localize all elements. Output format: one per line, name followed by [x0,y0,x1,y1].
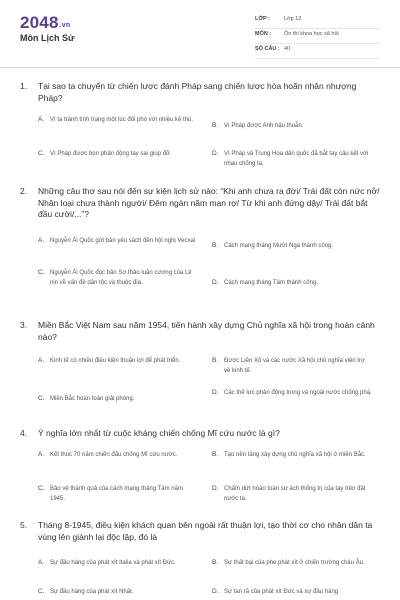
option-text: Miền Bắc hoàn toàn giải phóng. [50,396,135,402]
option-letter: A. [38,237,45,244]
option-letter: D. [212,389,219,396]
option-text: Sự đầu hàng của phát xít Nhật. [50,589,134,595]
option-letter: A. [38,451,45,458]
option-letter: B. [212,357,219,364]
meta-value: Ôn thi khoa học xã hội [284,31,339,37]
option-text: Vì Pháp được Anh hậu thuẫn. [224,123,304,129]
option-text: Sự thất bại của phe phát xít ở chiến trường châu Âu. [224,560,365,566]
option-text: Nguyễn Ái Quốc gửi bản yêu sách đến hội nghị Vecxai [50,238,196,244]
option-letter: C. [38,588,45,595]
meta-row-subject [255,29,380,44]
question-5 [20,520,382,600]
option-text: Bảo vệ thành quả của cách mạng tháng Tám năm 1945. [50,486,183,502]
exam-header [0,0,400,68]
meta-label: MÔN : [255,31,272,37]
option-text: Kết thúc 70 năm chiến đấu chống Mĩ cứu nước. [50,452,178,458]
option-letter: A. [38,357,45,364]
option-text: Nguyễn Ái Quốc đọc bản Sơ thảo luận cương của Lê nin về vấn đề dân tộc và thuộc địa. [50,270,192,286]
question-2 [20,186,382,306]
question-text: Tháng 8-1945, điều kiện khách quan bên ngoài rất thuận lợi, tạo thời cơ cho nhân dân ta vùng lên giành lại độc lập, đó là [38,520,373,542]
option-letter: D. [212,588,219,595]
question-text: Tại sao ta chuyển từ chiến lược đánh Pháp sang chiến lược hòa hoãn nhân nhượng Pháp? [38,81,357,103]
option-letter: B. [212,242,219,249]
option-text: Được Liên Xô và các nước Xã hội chủ nghĩa viện trợ về kinh tế. [224,358,365,374]
meta-label: SỐ CÂU : [255,46,280,52]
question-number: 4. [20,428,28,438]
option-letter: C. [38,395,45,402]
question-text: Những câu thơ sau nói đến sự kiện lịch sử nào: “Khi anh chưa ra đời/ Trái đất còn nức nở/ Nhân loại chưa thành người/ Đêm ngàn năm man rợ/ Từ khi anh đứng dậy/ Trái đất bắt đầu cười/...”? [38,186,380,219]
meta-row-grade [255,14,380,29]
option-text: Chấm dứt hoàn toàn sự ách thống trị của tay trên đất nước ta. [224,486,366,502]
question-text: Ý nghĩa lớn nhất từ cuộc kháng chiến chống Mĩ cứu nước là gì? [38,428,280,438]
option-text: Các thế lực phản động trong và ngoài nước chống phá. [224,390,372,396]
question-text: Miền Bắc Việt Nam sau năm 1954, tiến hành xây dựng Chủ nghĩa xã hội trong hoàn cảnh nào? [38,320,375,342]
option-letter: C. [38,269,45,276]
option-text: Kinh tế có nhiều điều kiện thuận lợi để phát triển. [50,358,181,364]
meta-value: Lớp 12 [284,16,302,22]
meta-value: 40 [284,46,291,52]
option-text: Cách mạng tháng Mười Nga thành công. [224,243,334,249]
question-3 [20,320,382,415]
option-text: Vì ta tránh tình trạng một lúc đối phó với nhiều kẻ thù. [50,117,194,123]
question-4 [20,428,382,510]
logo-main: 2048 [20,13,59,32]
option-text: Cách mạng tháng Tám thành công. [224,280,318,286]
meta-label: LỚP : [255,16,270,22]
option-text: Vì Pháp và Trung Hoa dân quốc đã bắt tay cấu kết với nhau chống ta. [224,151,369,167]
question-number: 5. [20,520,28,530]
option-letter: A. [38,559,45,566]
option-letter: B. [212,122,219,129]
option-letter: C. [38,485,45,492]
option-letter: D. [212,279,219,286]
logo-suffix: .vn [59,22,71,29]
question-1 [20,81,382,176]
meta-row-count [255,44,380,59]
option-letter: D. [212,485,219,492]
option-letter: C. [38,150,45,157]
subject-title: Môn Lịch Sử [20,33,75,43]
question-number: 2. [20,186,28,196]
option-text: Sự đầu hàng của phát xít Italia và phát xít Đức. [50,560,176,566]
option-letter: D. [212,150,219,157]
option-letter: B. [212,451,219,458]
question-number: 1. [20,81,28,91]
option-letter: A. [38,116,45,123]
option-text: Sự tan rã của phát xít Đức và sự đầu hàng [224,589,339,595]
option-text: Tạo nền tảng xây dựng chủ nghĩa xã hội ở miền Bắc. [224,452,366,458]
question-number: 3. [20,320,28,330]
option-text: Vì Pháp được bọn phản động tay sai giúp đỡ. [50,151,172,157]
option-letter: B. [212,559,219,566]
site-logo[interactable] [20,13,70,33]
